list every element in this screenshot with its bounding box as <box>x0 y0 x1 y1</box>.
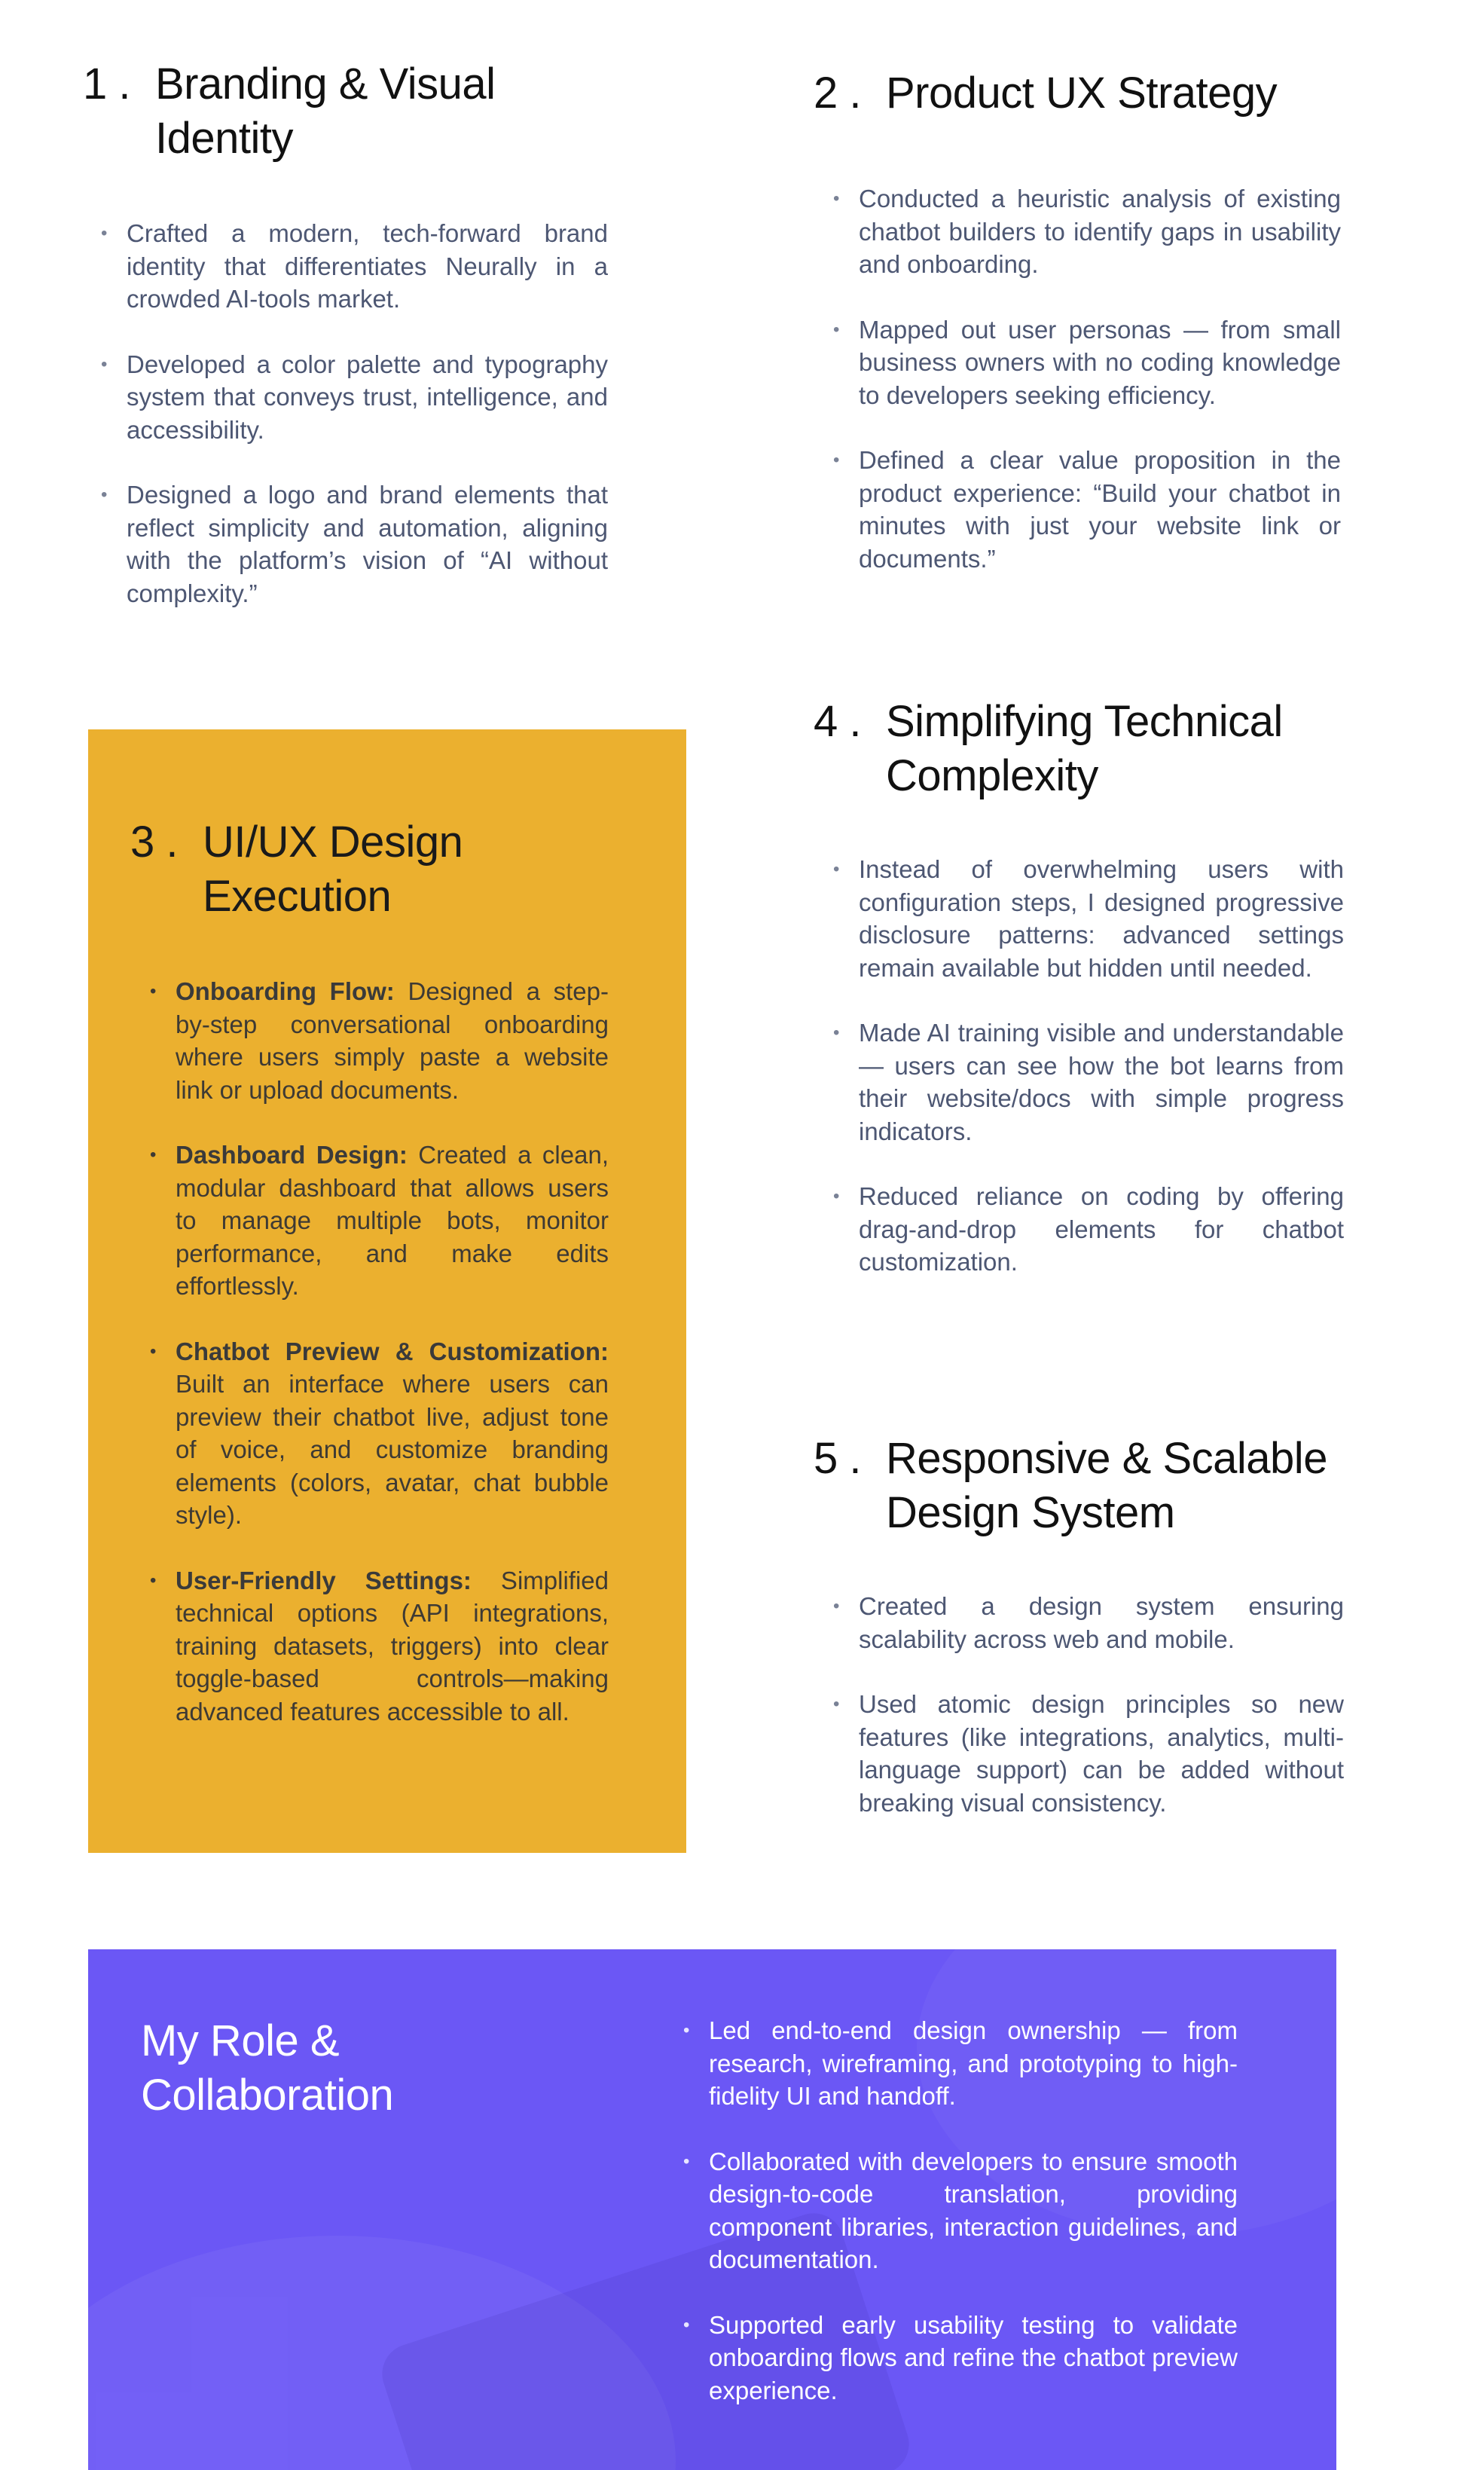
bullet-item <box>150 1564 609 1729</box>
bullet-item: • Designed a logo and brand elements that reflect simplicity and automation, aligning with the platform’s vision of “AI without complexity.” <box>101 478 608 610</box>
section-number: 1 . <box>83 60 130 109</box>
bullet-item: • Defined a clear value proposition in the product experience: “Build your chatbot in minutes with just your website link or documents.” <box>833 444 1341 575</box>
section-number: 2 . <box>814 69 861 118</box>
bullet-text: Created a clean, modular dashboard that allows users to manage multiple bots, monitor performance, and make edits effortlessly. <box>176 1141 609 1300</box>
bullet-text: Simplified technical options (API integrations, training datasets, triggers) into clear toggle-based controls—making advanced features accessible to all. <box>176 1566 609 1726</box>
bullet-label: User-Friendly Settings: <box>176 1566 472 1594</box>
bullet-item: • Mapped out user personas — from small business owners with no coding knowledge to developers seeking efficiency. <box>833 313 1341 412</box>
bullet-item: • Supported early usability testing to validate onboarding flows and refine the chatbot preview experience. <box>683 2309 1238 2407</box>
bullet-item: • Created a design system ensuring scalability across web and mobile. <box>833 1590 1344 1655</box>
section-title: Branding & Visual Identity <box>155 60 496 163</box>
bullet-label: Chatbot Preview & Customization: <box>176 1337 609 1365</box>
section-branding <box>83 57 608 642</box>
bullet-item: • Made AI training visible and understandable — users can see how the bot learns from their website/docs with simple progress indicators. <box>833 1016 1344 1148</box>
section-technical-complexity <box>814 695 1344 1311</box>
bullet-item <box>150 1335 609 1532</box>
section-title: Simplifying Technical Complexity <box>886 697 1283 800</box>
bullet-list <box>833 1590 1344 1819</box>
role-bullet-list <box>683 2014 1238 2439</box>
section-number: 4 . <box>814 697 861 746</box>
bullet-item: • Conducted a heuristic analysis of existing chatbot builders to identify gaps in usability and onboarding. <box>833 182 1341 281</box>
section-heading <box>814 695 1341 803</box>
bullet-list <box>833 182 1341 575</box>
section-heading <box>83 57 595 166</box>
section-design-system <box>814 1432 1344 1851</box>
section-title: Product UX Strategy <box>886 69 1278 118</box>
bullet-text: Built an interface where users can preview their chatbot live, adjust tone of voice, and customize branding elements (colors, avatar, chat bubble style). <box>176 1370 609 1529</box>
section-number: 5 . <box>814 1434 861 1483</box>
section-ui-ux-execution <box>88 729 686 1853</box>
bullet-item <box>150 1139 609 1303</box>
bullet-item: • Collaborated with developers to ensure smooth design-to-code translation, providing component libraries, interaction guidelines, and documentation. <box>683 2145 1238 2276</box>
bullet-text: Designed a step-by-step conversational onboarding where users simply paste a website link or upload documents. <box>176 977 609 1104</box>
bullet-label: Onboarding Flow: <box>176 977 395 1005</box>
bullet-list <box>833 853 1344 1279</box>
section-heading <box>814 66 1341 121</box>
bullet-item: • Reduced reliance on coding by offering drag-and-drop elements for chatbot customization. <box>833 1180 1344 1279</box>
bullet-item: • Instead of overwhelming users with configuration steps, I designed progressive disclosure patterns: advanced settings remain available but hidden until needed. <box>833 853 1344 984</box>
section-heading <box>814 1432 1341 1540</box>
section-number: 3 . <box>130 818 178 867</box>
bullet-list <box>101 217 608 610</box>
bullet-item: • Crafted a modern, tech-forward brand identity that differentiates Neurally in a crowded AI-tools market. <box>101 217 608 316</box>
role-collaboration-panel <box>88 1949 1336 2470</box>
section-title: UI/UX Design Execution <box>203 818 463 921</box>
bullet-label: Dashboard Design: <box>176 1141 408 1169</box>
bullet-item <box>150 975 609 1106</box>
section-title: Responsive & Scalable Design System <box>886 1434 1327 1537</box>
bullet-item: • Used atomic design principles so new features (like integrations, analytics, multi-language support) can be added without breaking visual consistency. <box>833 1688 1344 1819</box>
section-ux-strategy <box>814 66 1341 607</box>
bullet-list <box>150 975 609 1728</box>
role-title: My Role & Collaboration <box>141 2016 394 2120</box>
section-heading <box>130 815 627 924</box>
bullet-item: • Led end-to-end design ownership — from research, wireframing, and prototyping to high-fidelity UI and handoff. <box>683 2014 1238 2113</box>
bullet-item: • Developed a color palette and typography system that conveys trust, intelligence, and accessibility. <box>101 348 608 447</box>
